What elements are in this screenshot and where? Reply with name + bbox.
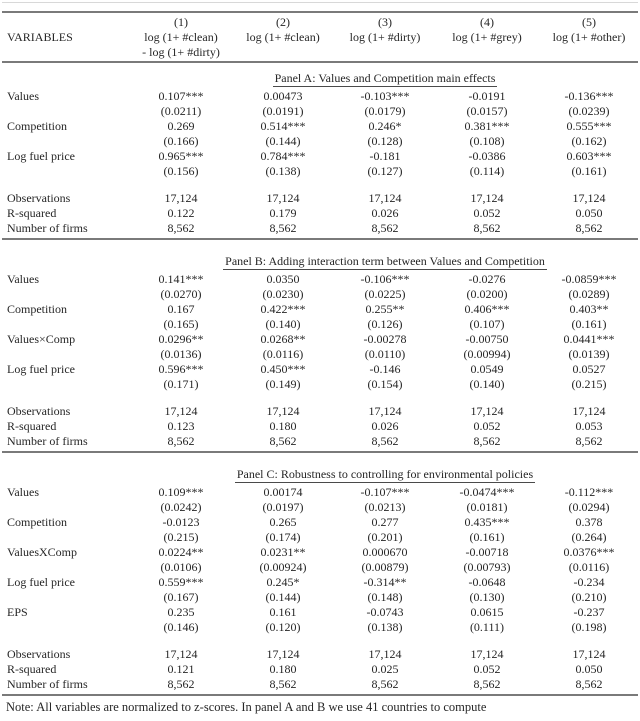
- value-cell: (0.0179): [364, 104, 406, 118]
- value-cell: 0.122: [167, 206, 195, 220]
- value-cell: 0.0224**: [158, 545, 204, 559]
- value-cell: (0.00994): [463, 347, 511, 361]
- spacer: [0, 635, 640, 647]
- row-label: Competition: [7, 302, 67, 316]
- column-number: (1): [174, 15, 188, 29]
- value-cell: (0.161): [469, 530, 505, 544]
- value-cell: -0.00750: [465, 332, 509, 346]
- row-label: [0, 530, 130, 545]
- value-cell: 17,124: [572, 404, 606, 418]
- value-cell: -0.136***: [564, 89, 614, 103]
- value-cell: -0.146: [369, 362, 401, 376]
- value-cell: 0.0231**: [260, 545, 306, 559]
- value-cell: 0.179: [269, 206, 297, 220]
- value-cell: -0.00718: [465, 545, 509, 559]
- column-depvar-line2: - log (1+ #dirty): [142, 45, 220, 59]
- row-label: Observations: [7, 191, 71, 205]
- table-header-row: [0, 15, 640, 60]
- coefficient-row: [0, 485, 640, 500]
- spacer: [0, 392, 640, 404]
- column-depvar: log (1+ #other): [552, 30, 626, 44]
- stderr-row: [0, 164, 640, 179]
- value-cell: 8,562: [473, 434, 501, 448]
- value-cell: (0.00793): [463, 560, 511, 574]
- value-cell: 0.107***: [158, 89, 204, 103]
- column-header-5: [538, 15, 640, 60]
- value-cell: (0.108): [469, 134, 505, 148]
- coefficient-row: [0, 149, 640, 164]
- value-cell: 0.422***: [260, 302, 306, 316]
- value-cell: (0.0200): [466, 287, 508, 301]
- value-cell: -0.0474***: [459, 485, 515, 499]
- coefficient-row: [0, 332, 640, 347]
- value-cell: (0.162): [571, 134, 607, 148]
- stat-row: [0, 221, 640, 236]
- value-cell: (0.0139): [568, 347, 610, 361]
- value-cell: 0.167: [167, 302, 195, 316]
- column-number: (4): [480, 15, 494, 29]
- value-cell: 17,124: [266, 647, 300, 661]
- value-cell: 0.403**: [569, 302, 609, 316]
- value-cell: 17,124: [368, 404, 402, 418]
- value-cell: (0.0211): [160, 104, 202, 118]
- value-cell: 17,124: [164, 647, 198, 661]
- table-note: Note: All variables are normalized to z-scores. In panel A and B we use 41 countries to compute: [6, 700, 487, 714]
- row-label: Number of firms: [7, 677, 88, 691]
- value-cell: -0.314**: [363, 575, 407, 589]
- value-cell: 17,124: [470, 191, 504, 205]
- coefficient-row: [0, 89, 640, 104]
- value-cell: (0.140): [469, 377, 505, 391]
- value-cell: 0.109***: [158, 485, 204, 499]
- column-number: (3): [378, 15, 392, 29]
- value-cell: 8,562: [167, 434, 195, 448]
- coefficient-row: [0, 515, 640, 530]
- value-cell: (0.0106): [160, 560, 202, 574]
- top-rule: [2, 11, 638, 13]
- row-label: Observations: [7, 404, 71, 418]
- panel-title: Panel B: Adding interaction term between Values and Competition: [225, 254, 545, 268]
- value-cell: (0.128): [367, 134, 403, 148]
- stderr-row: [0, 530, 640, 545]
- value-cell: 17,124: [572, 647, 606, 661]
- value-cell: 0.596***: [158, 362, 204, 376]
- stat-row: [0, 647, 640, 662]
- value-cell: -0.0743: [366, 605, 404, 619]
- value-cell: (0.0110): [364, 347, 406, 361]
- value-cell: 0.435***: [464, 515, 510, 529]
- value-cell: (0.127): [367, 164, 403, 178]
- value-cell: 8,562: [371, 677, 399, 691]
- row-label: EPS: [7, 605, 28, 619]
- value-cell: 0.406***: [464, 302, 510, 316]
- value-cell: (0.138): [367, 620, 403, 634]
- value-cell: (0.166): [163, 134, 199, 148]
- coefficient-row: [0, 362, 640, 377]
- row-label: [0, 377, 130, 392]
- panel-end-rule: [2, 694, 638, 696]
- row-label: Log fuel price: [7, 362, 75, 376]
- value-cell: (0.264): [571, 530, 607, 544]
- value-cell: 8,562: [269, 221, 297, 235]
- value-cell: (0.111): [469, 620, 505, 634]
- value-cell: 8,562: [575, 221, 603, 235]
- stat-row: [0, 419, 640, 434]
- value-cell: (0.171): [163, 377, 199, 391]
- value-cell: 0.245*: [266, 575, 300, 589]
- value-cell: 17,124: [266, 404, 300, 418]
- coefficient-row: [0, 119, 640, 134]
- value-cell: 8,562: [575, 434, 603, 448]
- value-cell: (0.0136): [160, 347, 202, 361]
- value-cell: 8,562: [575, 677, 603, 691]
- value-cell: (0.138): [265, 164, 301, 178]
- value-cell: 0.235: [167, 605, 195, 619]
- row-label: Number of firms: [7, 221, 88, 235]
- coefficient-row: [0, 605, 640, 620]
- value-cell: (0.148): [367, 590, 403, 604]
- value-cell: 8,562: [371, 221, 399, 235]
- value-cell: (0.161): [571, 164, 607, 178]
- value-cell: (0.0225): [364, 287, 406, 301]
- value-cell: 0.00473: [263, 89, 303, 103]
- value-cell: (0.126): [367, 317, 403, 331]
- value-cell: (0.0289): [568, 287, 610, 301]
- value-cell: 0.0350: [266, 272, 300, 286]
- value-cell: 0.0527: [572, 362, 606, 376]
- row-label: Values×Comp: [7, 332, 76, 346]
- value-cell: (0.0157): [466, 104, 508, 118]
- value-cell: 17,124: [368, 647, 402, 661]
- row-label: [0, 500, 130, 515]
- value-cell: 0.603***: [566, 149, 612, 163]
- value-cell: 0.265: [269, 515, 297, 529]
- row-label: Log fuel price: [7, 149, 75, 163]
- row-label: [0, 134, 130, 149]
- value-cell: -0.0386: [468, 149, 506, 163]
- value-cell: (0.120): [265, 620, 301, 634]
- value-cell: 8,562: [167, 677, 195, 691]
- column-header-2: [232, 15, 334, 60]
- variables-header-label: VARIABLES: [7, 30, 73, 44]
- row-label: ValuesXComp: [7, 545, 77, 559]
- value-cell: 0.025: [371, 662, 399, 676]
- column-number: (5): [582, 15, 596, 29]
- stderr-row: [0, 560, 640, 575]
- value-cell: 17,124: [266, 191, 300, 205]
- row-label: Observations: [7, 647, 71, 661]
- value-cell: -0.106***: [360, 272, 410, 286]
- stderr-row: [0, 620, 640, 635]
- value-cell: (0.165): [163, 317, 199, 331]
- value-cell: 0.050: [575, 206, 603, 220]
- row-label: Values: [7, 89, 39, 103]
- value-cell: 0.00174: [263, 485, 303, 499]
- value-cell: (0.215): [163, 530, 199, 544]
- value-cell: (0.146): [163, 620, 199, 634]
- value-cell: 0.0376***: [563, 545, 615, 559]
- row-label: Number of firms: [7, 434, 88, 448]
- column-header-4: [436, 15, 538, 60]
- value-cell: 0.000670: [362, 545, 408, 559]
- value-cell: 17,124: [470, 404, 504, 418]
- value-cell: 8,562: [473, 221, 501, 235]
- value-cell: 0.123: [167, 419, 195, 433]
- row-label: [0, 104, 130, 119]
- stat-row: [0, 191, 640, 206]
- row-label: [0, 164, 130, 179]
- value-cell: 0.161: [269, 605, 297, 619]
- value-cell: 17,124: [368, 191, 402, 205]
- value-cell: 0.450***: [260, 362, 306, 376]
- value-cell: 0.559***: [158, 575, 204, 589]
- value-cell: (0.130): [469, 590, 505, 604]
- value-cell: (0.107): [469, 317, 505, 331]
- row-label: Log fuel price: [7, 575, 75, 589]
- stderr-row: [0, 500, 640, 515]
- value-cell: -0.0191: [468, 89, 506, 103]
- row-label: Values: [7, 272, 39, 286]
- value-cell: -0.0648: [468, 575, 506, 589]
- value-cell: (0.174): [265, 530, 301, 544]
- top-light-rule: [2, 2, 638, 3]
- coefficient-row: [0, 545, 640, 560]
- coefficient-row: [0, 575, 640, 590]
- stderr-row: [0, 590, 640, 605]
- value-cell: (0.167): [163, 590, 199, 604]
- value-cell: (0.0294): [568, 500, 610, 514]
- value-cell: -0.234: [573, 575, 605, 589]
- stat-row: [0, 677, 640, 692]
- value-cell: 8,562: [371, 434, 399, 448]
- column-depvar: log (1+ #dirty): [349, 30, 421, 44]
- value-cell: (0.144): [265, 590, 301, 604]
- value-cell: (0.144): [265, 134, 301, 148]
- row-label: [0, 347, 130, 362]
- value-cell: 0.0268**: [260, 332, 306, 346]
- value-cell: 8,562: [167, 221, 195, 235]
- value-cell: (0.0270): [160, 287, 202, 301]
- value-cell: 0.0615: [470, 605, 504, 619]
- value-cell: 0.026: [371, 419, 399, 433]
- value-cell: (0.0191): [262, 104, 304, 118]
- value-cell: (0.0116): [568, 560, 610, 574]
- column-depvar: log (1+ #clean): [144, 30, 218, 44]
- value-cell: 0.121: [167, 662, 195, 676]
- panel-end-rule: [2, 451, 638, 453]
- value-cell: 0.0296**: [158, 332, 204, 346]
- value-cell: 0.0549: [470, 362, 504, 376]
- value-cell: 0.555***: [566, 119, 612, 133]
- value-cell: (0.114): [469, 164, 505, 178]
- value-cell: 0.180: [269, 419, 297, 433]
- value-cell: 17,124: [572, 191, 606, 205]
- value-cell: 0.246*: [368, 119, 402, 133]
- stderr-row: [0, 287, 640, 302]
- value-cell: 0.052: [473, 206, 501, 220]
- value-cell: (0.00924): [259, 560, 307, 574]
- value-cell: (0.140): [265, 317, 301, 331]
- value-cell: 0.378: [575, 515, 603, 529]
- panel-header: [130, 467, 640, 485]
- value-cell: (0.149): [265, 377, 301, 391]
- value-cell: -0.107***: [360, 485, 410, 499]
- coefficient-row: [0, 272, 640, 287]
- value-cell: 0.0441***: [563, 332, 615, 346]
- panel-title: Panel A: Values and Competition main effects: [274, 71, 496, 85]
- value-cell: 8,562: [269, 677, 297, 691]
- value-cell: 0.255**: [365, 302, 405, 316]
- stderr-row: [0, 317, 640, 332]
- row-label: R-squared: [7, 206, 57, 220]
- value-cell: 0.026: [371, 206, 399, 220]
- panel-end-rule: [2, 238, 638, 240]
- row-label: [0, 560, 130, 575]
- stderr-row: [0, 347, 640, 362]
- stat-row: [0, 206, 640, 221]
- row-label: R-squared: [7, 419, 57, 433]
- panels-container: [0, 71, 640, 696]
- value-cell: 0.277: [371, 515, 399, 529]
- column-header-1: [130, 15, 232, 60]
- value-cell: 17,124: [164, 404, 198, 418]
- value-cell: -0.00278: [363, 332, 407, 346]
- column-depvar: log (1+ #clean): [246, 30, 320, 44]
- value-cell: 0.052: [473, 419, 501, 433]
- panel-header: [130, 254, 640, 272]
- row-label: Competition: [7, 515, 67, 529]
- row-label: [0, 620, 130, 635]
- row-label: [0, 590, 130, 605]
- column-number: (2): [276, 15, 290, 29]
- value-cell: (0.0181): [466, 500, 508, 514]
- value-cell: 0.180: [269, 662, 297, 676]
- value-cell: 0.050: [575, 662, 603, 676]
- value-cell: 0.381***: [464, 119, 510, 133]
- stderr-row: [0, 377, 640, 392]
- value-cell: (0.215): [571, 377, 607, 391]
- value-cell: 17,124: [470, 647, 504, 661]
- value-cell: (0.210): [571, 590, 607, 604]
- value-cell: (0.00879): [361, 560, 409, 574]
- value-cell: 0.053: [575, 419, 603, 433]
- value-cell: (0.154): [367, 377, 403, 391]
- value-cell: (0.201): [367, 530, 403, 544]
- row-label: R-squared: [7, 662, 57, 676]
- value-cell: 0.141***: [158, 272, 204, 286]
- value-cell: (0.156): [163, 164, 199, 178]
- row-label: [0, 317, 130, 332]
- value-cell: (0.198): [571, 620, 607, 634]
- value-cell: -0.0123: [162, 515, 200, 529]
- value-cell: -0.181: [369, 149, 401, 163]
- header-bottom-rule: [2, 61, 638, 63]
- value-cell: -0.112***: [564, 485, 614, 499]
- value-cell: -0.237: [573, 605, 605, 619]
- value-cell: (0.0116): [262, 347, 304, 361]
- value-cell: (0.0242): [160, 500, 202, 514]
- value-cell: 0.514***: [260, 119, 306, 133]
- column-header-3: [334, 15, 436, 60]
- spacer: [0, 179, 640, 191]
- value-cell: (0.0213): [364, 500, 406, 514]
- value-cell: (0.0230): [262, 287, 304, 301]
- value-cell: (0.161): [571, 317, 607, 331]
- value-cell: 8,562: [269, 434, 297, 448]
- stderr-row: [0, 104, 640, 119]
- value-cell: -0.0276: [468, 272, 506, 286]
- value-cell: 0.269: [167, 119, 195, 133]
- stderr-row: [0, 134, 640, 149]
- value-cell: 8,562: [473, 677, 501, 691]
- value-cell: -0.0859***: [561, 272, 617, 286]
- stat-row: [0, 434, 640, 449]
- value-cell: -0.103***: [360, 89, 410, 103]
- panel-title: Panel C: Robustness to controlling for environmental policies: [236, 467, 534, 481]
- value-cell: (0.0239): [568, 104, 610, 118]
- value-cell: 0.784***: [260, 149, 306, 163]
- coefficient-row: [0, 302, 640, 317]
- column-depvar: log (1+ #grey): [452, 30, 522, 44]
- panel-header: [130, 71, 640, 89]
- stat-row: [0, 662, 640, 677]
- row-label: Competition: [7, 119, 67, 133]
- value-cell: 17,124: [164, 191, 198, 205]
- value-cell: (0.0197): [262, 500, 304, 514]
- value-cell: 0.052: [473, 662, 501, 676]
- stat-row: [0, 404, 640, 419]
- row-label: Values: [7, 485, 39, 499]
- row-label: [0, 287, 130, 302]
- value-cell: 0.965***: [158, 149, 204, 163]
